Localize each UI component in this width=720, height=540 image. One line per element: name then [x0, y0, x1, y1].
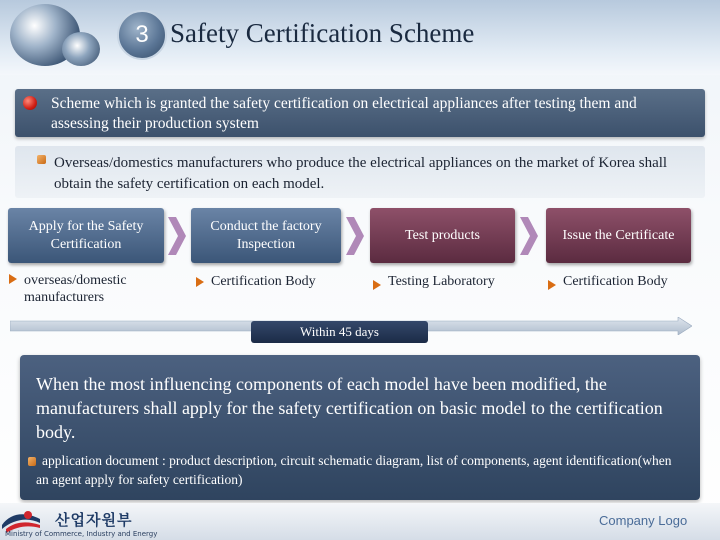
step-inspection [191, 208, 341, 263]
application-document-value: application document : product description, circuit schematic diagram, list of components, agent identification(when an agent apply for safety certification) [36, 453, 672, 487]
chevron-right-icon [520, 217, 538, 255]
orange-bullet-icon [37, 155, 46, 164]
actor-inspection: Certification Body [211, 274, 316, 289]
timeline-label: Within 45 days [251, 321, 428, 343]
red-bullet-icon [23, 96, 37, 110]
step-label: Conduct the factory Inspection [210, 218, 322, 252]
step-apply [8, 208, 164, 263]
small-globe-decoration-icon [62, 32, 100, 66]
step-label: Apply for the Safety Certification [28, 218, 144, 252]
chevron-right-icon [346, 217, 364, 255]
ministry-name-korean: 산업자원부 [55, 511, 133, 529]
actor-issue: Certification Body [563, 274, 668, 289]
orange-arrow-bullet-icon [548, 280, 556, 290]
step-test [370, 208, 515, 263]
orange-arrow-bullet-icon [9, 274, 17, 284]
definition-text: Scheme which is granted the safety certification on electrical appliances after testing them and assessing their production system [51, 95, 637, 132]
step-issue [546, 208, 691, 263]
ministry-name-english: Ministry of Commerce, Industry and Energy [5, 530, 158, 538]
application-document-text [36, 451, 686, 489]
actor-test: Testing Laboratory [388, 274, 495, 289]
orange-arrow-bullet-icon [373, 280, 381, 290]
section-number-badge: 3 [117, 10, 167, 60]
actor-apply: overseas/domestic manufacturers [24, 273, 127, 305]
orange-bullet-icon [28, 457, 36, 466]
step-label: Test products [405, 227, 480, 243]
intro-text: Overseas/domestics manufacturers who produce the electrical appliances on the market of Korea shall obtain the safety certification on each model. [54, 155, 668, 192]
chevron-right-icon [168, 217, 186, 255]
orange-arrow-bullet-icon [196, 277, 204, 287]
step-label: Issue the Certificate [562, 227, 675, 243]
page-title: Safety Certification Scheme [170, 18, 475, 48]
modification-note-text: When the most influencing components of each model have been modified, the manufacturers shall apply for the safety certification on basic model to the certification body. [36, 374, 663, 442]
company-logo-text: Company Logo [599, 513, 688, 528]
